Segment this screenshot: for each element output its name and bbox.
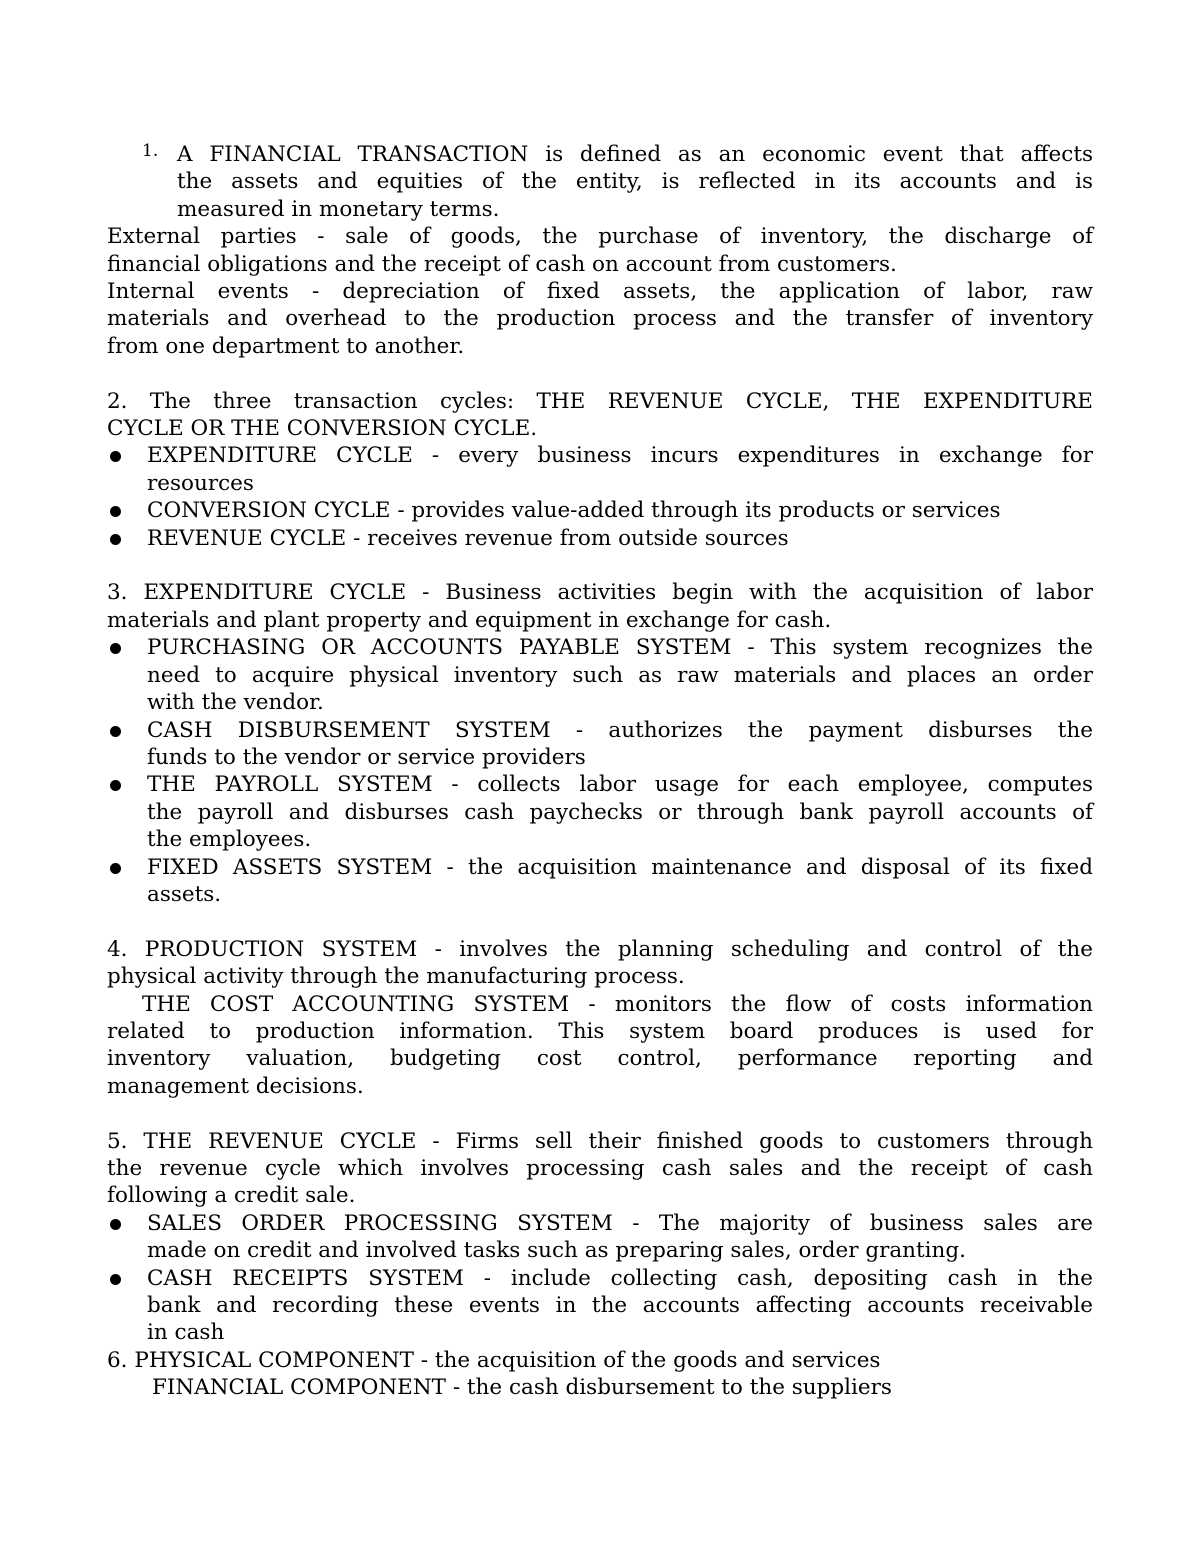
text-line: resources bbox=[147, 470, 254, 496]
text-line: physical activity through the manufacturing process. bbox=[107, 964, 685, 990]
text-line: CYCLE OR THE CONVERSION CYCLE. bbox=[107, 416, 538, 442]
text-line: 5. THE REVENUE CYCLE - Firms sell their finished goods to customers through bbox=[107, 1128, 1093, 1154]
text-line: EXPENDITURE CYCLE - every business incurs expenditures in exchange for bbox=[147, 443, 1093, 469]
bullet-item bbox=[107, 442, 1093, 497]
bullet-item bbox=[107, 497, 1093, 524]
bullet-item bbox=[107, 525, 1093, 552]
text-line: bank and recording these events in the accounts affecting accounts receivable bbox=[147, 1293, 1093, 1318]
text-line: FINANCIAL COMPONENT - the cash disbursement to the suppliers bbox=[152, 1375, 892, 1401]
text-line: the revenue cycle which involves processing cash sales and the receipt of cash bbox=[107, 1155, 1093, 1181]
text-line: from one department to another. bbox=[107, 333, 465, 359]
bullet-icon bbox=[110, 863, 121, 874]
text-line: inventory valuation, budgeting cost control, performance reporting and bbox=[107, 1046, 1093, 1072]
bullet-icon bbox=[110, 726, 121, 737]
bullet-icon bbox=[110, 506, 121, 517]
bullet-item bbox=[107, 717, 1093, 772]
text-line: 4. PRODUCTION SYSTEM - involves the planning scheduling and control of the bbox=[107, 936, 1093, 962]
text-line: 2. The three transaction cycles: THE REVENUE CYCLE, THE EXPENDITURE bbox=[107, 388, 1093, 414]
text-line: financial obligations and the receipt of cash on account from customers. bbox=[107, 251, 897, 277]
bullet-icon bbox=[110, 643, 121, 654]
text-line: REVENUE CYCLE - receives revenue from outside sources bbox=[147, 525, 789, 551]
text-line: management decisions. bbox=[107, 1073, 364, 1099]
text-line: made on credit and involved tasks such as preparing sales, order granting. bbox=[147, 1238, 966, 1264]
bullet-item bbox=[107, 854, 1093, 909]
text-line: THE COST ACCOUNTING SYSTEM - monitors the flow of costs information bbox=[142, 991, 1093, 1017]
bullet-item bbox=[107, 1265, 1093, 1347]
text-line: Internal events - depreciation of fixed assets, the application of labor, raw bbox=[107, 279, 1093, 305]
text-line: CASH RECEIPTS SYSTEM - include collecting cash, depositing cash in the bbox=[147, 1265, 1093, 1291]
bullet-item bbox=[107, 771, 1093, 853]
text-line: materials and plant property and equipment in exchange for cash. bbox=[107, 607, 832, 633]
text-line: PURCHASING OR ACCOUNTS PAYABLE SYSTEM - This system recognizes the bbox=[147, 635, 1093, 661]
text-line: THE PAYROLL SYSTEM - collects labor usage for each employee, computes bbox=[147, 772, 1093, 798]
text-line: External parties - sale of goods, the purchase of inventory, the discharge of bbox=[107, 224, 1093, 250]
blank-line bbox=[107, 908, 1093, 935]
numbered-item-1 bbox=[107, 141, 1093, 223]
bullet-icon bbox=[110, 1274, 121, 1285]
bullet-icon bbox=[110, 451, 121, 462]
text-line: CONVERSION CYCLE - provides value-added through its products or services bbox=[147, 498, 1001, 524]
text-line: CASH DISBURSEMENT SYSTEM - authorizes the payment disburses the bbox=[147, 717, 1093, 743]
text-line: 6. PHYSICAL COMPONENT - the acquisition of the goods and services bbox=[107, 1347, 881, 1373]
item-number: 1. bbox=[142, 141, 159, 161]
bullet-item bbox=[107, 1210, 1093, 1265]
text-line: SALES ORDER PROCESSING SYSTEM - The majority of business sales are bbox=[147, 1210, 1093, 1236]
bullet-icon bbox=[110, 534, 121, 545]
document-body bbox=[107, 141, 1093, 1402]
text-line: the employees. bbox=[147, 827, 312, 853]
text-line: the payroll and disburses cash paychecks or through bank payroll accounts of bbox=[147, 799, 1093, 825]
blank-line bbox=[107, 360, 1093, 387]
text-line: 3. EXPENDITURE CYCLE - Business activities begin with the acquisition of labor bbox=[107, 580, 1093, 606]
text-line: A FINANCIAL TRANSACTION is defined as an economic event that affects bbox=[177, 142, 1093, 167]
text-line: in cash bbox=[147, 1320, 225, 1346]
text-line: following a credit sale. bbox=[107, 1183, 356, 1209]
text-line: related to production information. This system board produces is used for bbox=[107, 1018, 1093, 1044]
bullet-icon bbox=[110, 780, 121, 791]
blank-line bbox=[107, 1100, 1093, 1127]
text-line: FIXED ASSETS SYSTEM - the acquisition maintenance and disposal of its fixed bbox=[147, 854, 1093, 880]
blank-line bbox=[107, 552, 1093, 579]
text-line: assets. bbox=[147, 881, 222, 907]
text-line: funds to the vendor or service providers bbox=[147, 744, 586, 770]
text-line: the assets and equities of the entity, is reflected in its accounts and is bbox=[177, 169, 1093, 195]
bullet-item bbox=[107, 634, 1093, 716]
bullet-icon bbox=[110, 1219, 121, 1230]
text-line: materials and overhead to the production process and the transfer of inventory bbox=[107, 306, 1093, 332]
text-line: with the vendor. bbox=[147, 690, 324, 716]
text-line: need to acquire physical inventory such as raw materials and places an order bbox=[147, 662, 1093, 688]
text-line: measured in monetary terms. bbox=[177, 196, 500, 222]
